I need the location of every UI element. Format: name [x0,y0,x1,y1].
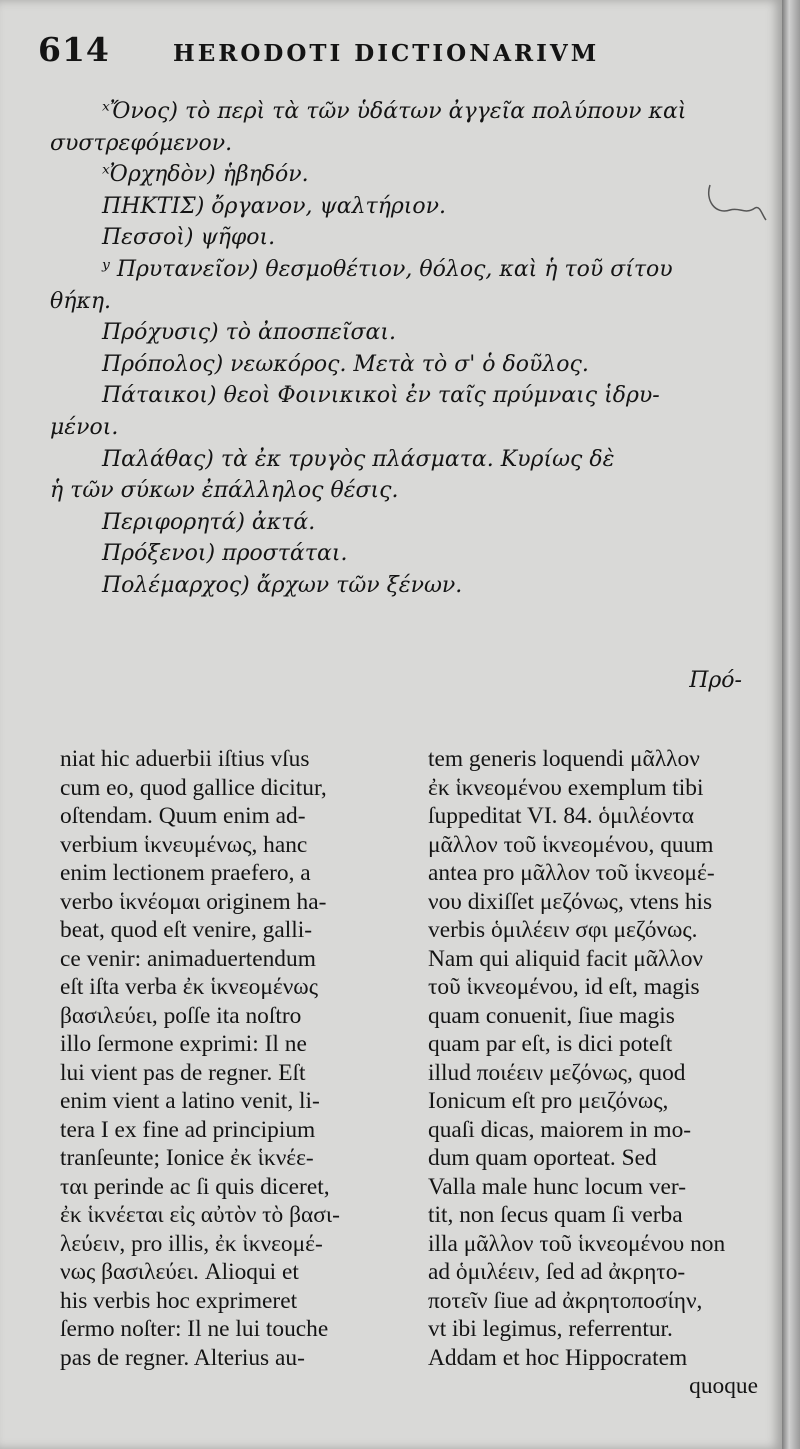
note-line: tit, non ſecus quam ſi verba [428,1202,683,1228]
note-line: illo ſermone exprimi: Il ne [60,1031,307,1057]
note-line: lui vient pas de regner. Eſt [60,1059,306,1086]
greek-line: Πρόχυσις) τὸ ἀποσπεῖσαι. [102,320,396,346]
note-line: quam par eſt, is dici poteſt [428,1031,673,1057]
note-line: quaſi dicas, maiorem in mo- [428,1116,692,1143]
note-line: enim vient a latino venit, li- [60,1088,320,1114]
note-line: Nam qui aliquid facit μᾶλλον [428,945,704,972]
running-title: HERODOTI DICTIONARIVM [173,40,600,67]
greek-line: ΠΗΚΤΙΣ) ὄργανον, ψαλτήριον. [102,193,447,219]
note-line: ἐκ ἱκνεομένου exemplum tibi [428,774,704,801]
greek-line: Πάταικοι) θεοὶ Φοινικικοὶ ἐν ταῖς πρύμναις ἱδρυ- [102,383,660,409]
greek-line: μένοι. [50,414,119,440]
greek-line: Πρόξενοι) προστάται. [102,541,348,567]
note-line: μᾶλλον τοῦ ἱκνεομένου, quum [428,831,714,858]
note-line: antea pro μᾶλλον τοῦ ἱκνεομέ- [428,860,715,886]
note-column-left [60,745,408,1372]
note-line: νως βασιλεύει. Alioqui et [60,1259,299,1285]
catchword: Πρό- [689,668,742,693]
page-number: 614 [38,30,110,69]
greek-line: Πολέμαρχος) ἄρχων τῶν ξένων. [102,572,463,598]
greek-line: ἡ τῶν σύκων ἐπάλληλος θέσις. [50,478,399,504]
note-column-right [428,745,758,1401]
note-line: ποτεῖν ſiue ad ἀκρητοποσίην, [428,1287,703,1314]
note-line: verbis ὁμιλέειν σφι μεζόνως. [428,917,698,943]
note-line: enim lectionem praefero, a [60,860,311,886]
note-line: Addam et hoc Hippocratem [428,1344,688,1371]
note-line: his verbis hoc exprimeret [60,1287,298,1314]
note-line: quam conuenit, ſiue magis [428,1002,675,1029]
note-line: λεύειν, pro illis, ἐκ ἱκνεομέ- [60,1230,323,1257]
note-line: τοῦ ἱκνεομένου, id eſt, magis [428,974,700,1000]
greek-line: Περιφορητά) ἀκτά. [102,509,316,535]
note-line: pas de regner. Alterius au- [60,1344,305,1371]
greek-glossary [38,96,766,716]
note-line: ſermo noſter: Il ne lui touche [60,1316,329,1342]
note-line: verbo ἱκνέομαι originem ha- [60,888,327,915]
greek-line: ˣὌνος) τὸ περὶ τὰ τῶν ὑδάτων ἀγγεῖα πολύπουν καὶ [102,99,687,124]
note-line: Ionicum eſt pro μειζόνως, [428,1088,669,1114]
note-line: tranſeunte; Ionice ἐκ ἱκνέε- [60,1145,314,1171]
note-line: eſt iſta verba ἐκ ἱκνεομένως [60,974,318,1000]
note-line: ſuppeditat VI. 84. ὁμιλέοντα [428,803,695,829]
greek-line: ʸ Πρυτανεῖον) θεσμοθέτιον, θόλος, καὶ ἡ τοῦ σίτου [102,256,673,282]
note-line: cum eo, quod gallice dicitur, [60,774,327,801]
greek-line: Πρόπολος) νεωκόρος. Μετὰ τὸ σ' ὁ δοῦλος. [102,351,589,377]
note-line: illa μᾶλλον τοῦ ἱκνεομένου non [428,1230,726,1257]
greek-line: συστρεφόμενον. [50,130,233,156]
greek-line: Πεσσοὶ) ψῆφοι. [102,225,276,251]
note-line: νου dixiſſet μεζόνως, vtens his [428,888,713,915]
note-line: dum quam oporteat. Sed [428,1145,657,1171]
note-line: verbium ἱκνευμένως, hanc [60,831,308,858]
note-line: ad ὁμιλέειν, ſed ad ἀκρητο- [428,1259,686,1285]
page-header [38,30,758,82]
note-line: tem generis loquendi μᾶλλον [428,746,700,772]
note-line: ce venir: animaduertendum [60,945,316,972]
note-line: βασιλεύει, poſſe ita noſtro [60,1002,302,1029]
note-line: niat hic aduerbii iſtius vſus [60,746,310,772]
note-line: beat, quod eſt venire, galli- [60,917,313,943]
greek-line: ˣὈρχηδὸν) ἡβηδόν. [102,162,309,188]
greek-line: θήκη. [50,288,112,314]
note-line: tera I ex fine ad principium [60,1116,316,1143]
note-line: ται perinde ac ſi quis diceret, [60,1173,330,1200]
note-line: vt ibi legimus, referrentur. [428,1316,673,1342]
note-line: ἐκ ἱκνέεται εἰς αὐτὸν τὸ βασι- [60,1202,340,1228]
note-line: Valla male hunc locum ver- [428,1173,687,1200]
note-line: illud ποιέειν μεζόνως, quod [428,1059,686,1086]
note-line: oſtendam. Quum enim ad- [60,803,306,829]
handwritten-mark-icon [700,180,770,230]
note-catchword: quoque [689,1373,758,1399]
page-edge [782,0,800,1449]
greek-line: Παλάθας) τὰ ἐκ τρυγὸς πλάσματα. Κυρίως δὲ [102,446,615,472]
